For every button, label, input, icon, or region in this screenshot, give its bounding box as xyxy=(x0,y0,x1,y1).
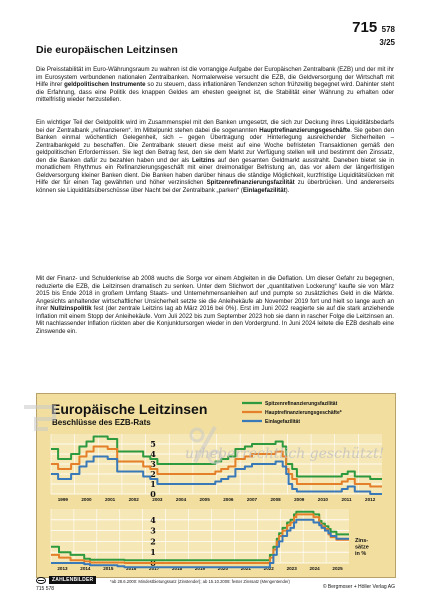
sheet-subnumber: 3/25 xyxy=(379,38,395,47)
sheet-number-main: 715 xyxy=(352,19,378,36)
panel-0-x-tick-2009: 2009 xyxy=(294,497,305,502)
paragraph-3-text-b: fest (der zentrale Leitzins lag ab März 2016 bei 0%). Erst im Juni 2022 reagierte sie auf die stark anziehende Inflation mit einem Stopp der Anleihekäufe. Vom Juli 2022 bis zum September 2023 hob sie dann in rascher Folge die Leitzinsen an. Mit nachlassender Inflation rückten aber die Konjunktursorgen wieder in den Vordergrund. In Juni 2024 leitete die EZB deshalb eine Zinswende ein. xyxy=(36,305,394,335)
copyright: © Bergmoser + Höller Verlag AG xyxy=(322,584,395,590)
panel-1-plot-area xyxy=(51,509,349,563)
panel-0-y-tick-5: 5 xyxy=(150,439,156,449)
panel-1-x-tick-2019: 2019 xyxy=(194,566,206,571)
panel-0-x-tick-2000: 2000 xyxy=(81,497,92,502)
legend-label-einlage: Einlagefazilität xyxy=(265,419,301,426)
paragraph-1-bold-a: geldpolitischen Instrumente xyxy=(64,81,146,88)
panel-1-y-tick-0: 0 xyxy=(150,558,156,568)
lower-panel-y-axis-label xyxy=(355,538,369,557)
panel-1-y-tick-1: 1 xyxy=(150,547,156,558)
publisher-name: ZAHLENBILDER xyxy=(49,576,96,584)
footnote: *ab 28.6.2000: Mindestbietungssatz (Zinstender); ab 15.10.2008: fester Zinssatz (Mengentender) xyxy=(110,579,290,584)
panel-0-y-tick-0: 0 xyxy=(150,489,156,499)
lower-panel-y-axis-label-line: sätze xyxy=(355,544,369,551)
panel-0-x-tick-2002: 2002 xyxy=(128,497,139,502)
paragraph-1-text-b: so zu steuern, dass inflationären Tendenzen schon frühzeitig begegnet wird. Dahinter steht die Erfahrung, dass eine Politik des knappen Geldes am ehesten geeignet ist, die Stabilität einer Währung zu erhalten oder mittelfristig wieder herzustellen. xyxy=(36,81,395,103)
panel-0-x-tick-2003: 2003 xyxy=(152,497,163,502)
panel-1-x-tick-2022: 2022 xyxy=(263,566,274,571)
paragraph-2-text-b: . Sie geben den Banken einmal wöchentlich Gelegenheit, sich – gegen Übertragung oder Hinterlegung ausreichender Sicherheiten – Zentralbankgeld zu beschaffen. Die Zentralbank steuert diese meist auf eine Woche befristeten Transaktionen gemäß den geldpolitischen Erfordernissen. Sie legt den Betrag fest, den sie dem Markt zur Verfügung stellen will und bestimmt den Zinssatz, den die Banken dafür zu bezahlen haben und der als xyxy=(36,126,394,164)
panel-1-x-tick-2017: 2017 xyxy=(149,566,160,571)
panel-0-x-tick-2008: 2008 xyxy=(270,497,281,502)
panel-1-x-tick-2024: 2024 xyxy=(309,566,320,571)
legend-label-spitzen: Spitzenrefinanzierungsfazilität xyxy=(265,401,338,408)
panel-0-x-tick-2005: 2005 xyxy=(199,497,210,502)
panel-0-y-tick-4: 4 xyxy=(150,449,156,459)
paragraph-2-bold-d: Einlagefazilität xyxy=(242,186,286,194)
chart-title: Europäische Leitzinsen xyxy=(51,401,208,417)
panel-0-x-tick-2011: 2011 xyxy=(341,497,352,502)
paragraph-2-text-e: ). xyxy=(285,186,290,194)
chart-panel xyxy=(36,393,396,578)
paragraph-3-text-a: Mit der Finanz- und Schuldenkrise ab 2008 wuchs die Sorge vor einem Abgleiten in die Deflation. Um dieser Gefahr zu begegnen, reduzierte die EZB, die Leitzinsen dramatisch zu senken. Unter dem Stichwort der „quantitativen Lockerung“ kaufte sie von März 2015 bis Ende 2018 in großem Umfang Staats- und Unternehmensanleihen auf und pumpte so zusätzliches Geld in die Märkte. Angesichts anhaltender wirtschaftlicher Unsicherheit setzte sie die Anleihekäufe ab November 2019 fort und hielt so lange auch an ihrer xyxy=(36,275,394,312)
zahlenbilder-logo-icon xyxy=(36,577,46,584)
panel-1-y-tick-2: 2 xyxy=(150,536,156,547)
paragraph-3-bold-a: Nullzinspolitik xyxy=(50,305,92,312)
lower-panel-y-axis-label-line: in % xyxy=(355,551,367,557)
panel-1-x-tick-2018: 2018 xyxy=(171,566,183,571)
panel-0-x-tick-2010: 2010 xyxy=(317,497,329,502)
panel-1-x-tick-2016: 2016 xyxy=(126,566,137,571)
panel-0-x-tick-2007: 2007 xyxy=(246,497,258,502)
paragraph-2-bold-b: Leitzins xyxy=(192,156,215,164)
panel-0-x-tick-2006: 2006 xyxy=(223,497,234,502)
paragraph-1 xyxy=(36,66,394,104)
paragraph-2 xyxy=(36,119,394,194)
sheet-number xyxy=(352,20,395,47)
watermark-text: urheberrechtlich geschützt! xyxy=(185,446,385,462)
panel-1-x-tick-2015: 2015 xyxy=(103,566,114,571)
paragraph-2-bold-c: Spitzenrefinanzierungsfazilität xyxy=(206,179,295,186)
paragraph-1-text-a: Die Preisstabilität im Euro-Währungsraum zu wahren ist die vorrangige Aufgabe der Europäischen Zentralbank (EZB) und der mit ihr im Eurosystem verbundenen nationalen Zentralbanken. Normalerweise versucht die EZB, die Geldversorgung der Wirtschaft mit Hilfe ihrer xyxy=(36,66,394,88)
panel-1-x-tick-2023: 2023 xyxy=(286,566,297,571)
sheet-number-suffix: 578 xyxy=(381,25,395,34)
panel-1-y-tick-3: 3 xyxy=(150,525,156,536)
panel-0-y-tick-1: 1 xyxy=(150,479,156,489)
panel-1-x-tick-2025: 2025 xyxy=(332,566,343,571)
paragraph-3 xyxy=(36,275,394,335)
chart-subtitle: Beschlüsse des EZB-Rats xyxy=(52,418,151,427)
paragraph-2-text-a: Ein wichtiger Teil der Geldpolitik wird im Zusammenspiel mit den Banken umgesetzt, die sich zur Deckung ihres Liquiditätsbedarfs bei der Zentralbank „refinanzieren“. Im Mittelpunkt stehen dabei die sogenannten xyxy=(36,119,394,134)
panel-0-y-tick-2: 2 xyxy=(150,469,156,479)
panel-0-x-tick-2001: 2001 xyxy=(104,497,116,502)
leitzins-chart xyxy=(37,394,397,579)
panel-1-x-tick-2020: 2020 xyxy=(217,566,229,571)
panel-1-x-tick-2021: 2021 xyxy=(240,566,251,571)
paragraph-2-bold-a: Hauptrefinanzierungsgeschäfte xyxy=(259,126,351,134)
page-title: Die europäischen Leitzinsen xyxy=(36,44,178,56)
panel-1-y-tick-4: 4 xyxy=(150,514,156,525)
panel-0-x-tick-2004: 2004 xyxy=(175,497,187,502)
lower-panel-y-axis-label-line: Zins- xyxy=(355,538,369,544)
panel-0-x-tick-2012: 2012 xyxy=(365,497,376,502)
panel-0-x-tick-1999: 1999 xyxy=(57,497,68,502)
panel-1-x-tick-2013: 2013 xyxy=(57,566,68,571)
panel-0-y-tick-3: 3 xyxy=(150,459,156,469)
paragraph-2-text-c: auf den gesamten Geldmarkt ausstrahlt. Daneben bietet sie in monatlichem Rhythmus ein Refinanzierungsgeschäft mit einer dreimonatiger Befristung an, das vor allem der längerfristigen Geldversorgung kleiner Banken dient. Die Banken haben darüber hinaus die ständige Möglichkeit, kurzfristige Liquiditätslücken mit Hilfe der für einen Tag gewährten und höher verzinslichen xyxy=(36,156,395,186)
panel-1-x-tick-2014: 2014 xyxy=(80,566,91,571)
sheet-code: 715 578 xyxy=(36,586,55,592)
paragraph-2-text-d: zu überbrücken. Und andererseits können sie Liquiditätsüberschüsse über Nacht bei der Zentralbank „parken“ ( xyxy=(36,179,394,194)
legend-label-haupt: Hauptrefinanzierungsgeschäfte* xyxy=(265,410,342,417)
publisher-logo xyxy=(36,576,96,584)
